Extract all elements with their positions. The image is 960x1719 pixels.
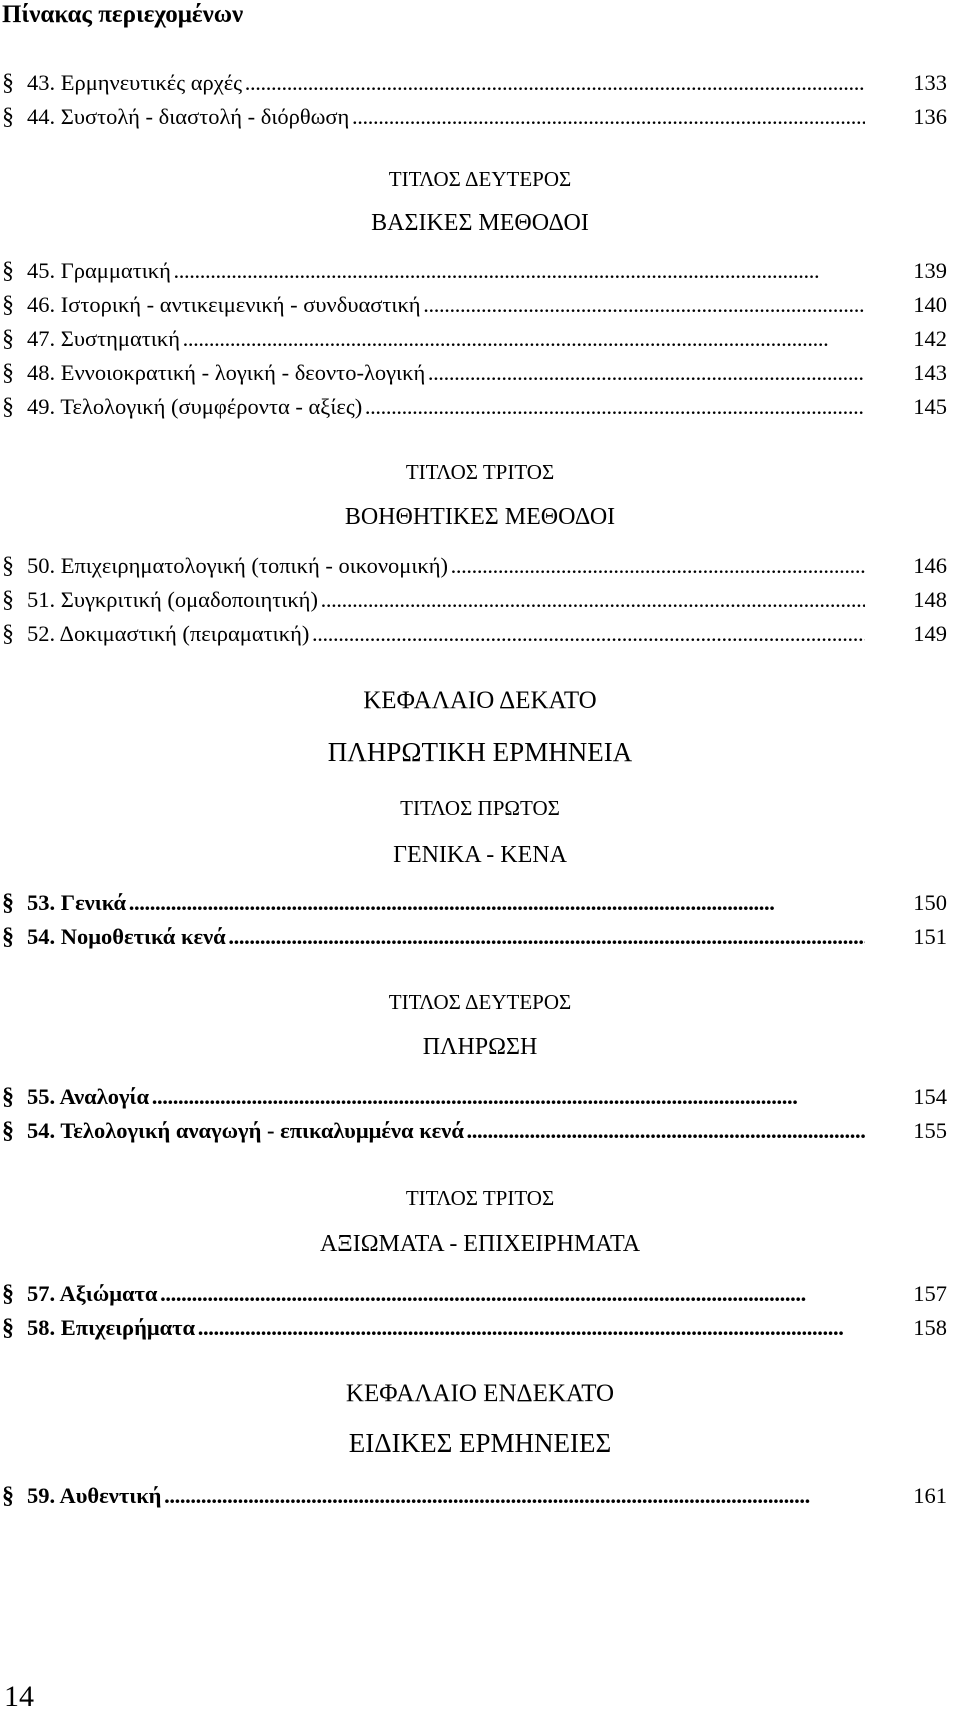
entry-page: 157 (865, 1277, 949, 1311)
part-heading: ΤΙΤΛΟΣ ΔΕΥΤΕΡΟΣ (388, 990, 572, 1014)
entry-title: 57. Αξιώματα . . . (27, 1277, 867, 1311)
section-sign: § (2, 1315, 14, 1341)
section-sign: § (2, 1084, 14, 1110)
part-subheading: ΓΕΝΙΚΑ - ΚΕΝΑ (393, 842, 567, 868)
entry-title: 54. Νομοθετικά κενά . . . (27, 920, 867, 954)
section-sign: § (2, 360, 14, 386)
toc-entry-58[interactable] (0, 1311, 960, 1345)
section-sign: § (2, 1483, 14, 1509)
entry-title: 47. Συστηματική . . . (27, 322, 867, 356)
section-sign: § (2, 1281, 14, 1307)
part-heading: ΤΙΤΛΟΣ ΔΕΥΤΕΡΟΣ (388, 167, 572, 191)
entry-page: 133 (865, 66, 949, 100)
toc-entry-57[interactable] (0, 1277, 960, 1311)
toc-entry-52[interactable] (0, 617, 960, 651)
part-subheading: ΠΛΗΡΩΣΗ (422, 1034, 538, 1060)
entry-page: 161 (865, 1479, 949, 1513)
entry-title: 52. Δοκιμαστική (πειραματική) . . . (27, 617, 867, 651)
section-sign: § (2, 394, 14, 420)
part-subheading: ΒΑΣΙΚΕΣ ΜΕΘΟΔΟΙ (371, 210, 589, 236)
entry-title: 46. Ιστορική - αντικειμενική - συνδυαστική . . . (27, 288, 867, 322)
toc-entry-44[interactable] (0, 100, 960, 134)
toc-entry-50[interactable] (0, 549, 960, 583)
entry-page: 148 (865, 583, 949, 617)
entry-page: 149 (865, 617, 949, 651)
toc-entry-47[interactable] (0, 322, 960, 356)
chapter-title: ΠΛΗΡΩΤΙΚΗ ΕΡΜΗΝΕΙΑ (327, 737, 633, 767)
entry-page: 142 (865, 322, 949, 356)
toc-entry-48[interactable] (0, 356, 960, 390)
entry-page: 154 (865, 1080, 949, 1114)
toc-entry-55[interactable] (0, 1080, 960, 1114)
section-sign: § (2, 70, 14, 96)
section-sign: § (2, 553, 14, 579)
entry-page: 136 (865, 100, 949, 134)
toc-entry-46[interactable] (0, 288, 960, 322)
part-subheading: ΒΟΗΘΗΤΙΚΕΣ ΜΕΘΟΔΟΙ (344, 504, 616, 530)
entry-title: 51. Συγκριτική (ομαδοποιητική) . . . (27, 583, 867, 617)
part-heading: ΤΙΤΛΟΣ ΤΡΙΤΟΣ (405, 1186, 555, 1210)
toc-entry-54b[interactable] (0, 1114, 960, 1148)
toc-entry-53[interactable] (0, 886, 960, 920)
toc-entry-43[interactable] (0, 66, 960, 100)
toc-entry-59[interactable] (0, 1479, 960, 1513)
entry-title: 58. Επιχειρήματα . . . (27, 1311, 867, 1345)
entry-title: 44. Συστολή - διαστολή - διόρθωση . . . (27, 100, 867, 134)
entry-page: 140 (865, 288, 949, 322)
entry-title: 55. Αναλογία . . . (27, 1080, 867, 1114)
part-heading: ΤΙΤΛΟΣ ΤΡΙΤΟΣ (405, 460, 555, 484)
entry-title: 49. Τελολογική (συμφέροντα - αξίες) . . . (27, 390, 867, 424)
entry-title: 45. Γραμματική . . . (27, 254, 867, 288)
entry-page: 145 (865, 390, 949, 424)
entry-page: 158 (865, 1311, 949, 1345)
toc-entry-45[interactable] (0, 254, 960, 288)
entry-page: 151 (865, 920, 949, 954)
section-sign: § (2, 326, 14, 352)
chapter-title: ΕΙΔΙΚΕΣ ΕΡΜΗΝΕΙΕΣ (348, 1428, 612, 1458)
section-sign: § (2, 890, 14, 916)
entry-title: 43. Ερμηνευτικές αρχές . . . (27, 66, 867, 100)
entry-page: 143 (865, 356, 949, 390)
page-number: 14 (4, 1680, 34, 1713)
entry-page: 146 (865, 549, 949, 583)
entry-page: 150 (865, 886, 949, 920)
section-sign: § (2, 292, 14, 318)
toc-entry-49[interactable] (0, 390, 960, 424)
entry-title: 59. Αυθεντική . . . (27, 1479, 867, 1513)
section-sign: § (2, 924, 14, 950)
chapter-heading: ΚΕΦΑΛΑΙΟ ΕΝΔΕΚΑΤΟ (345, 1380, 615, 1407)
section-sign: § (2, 587, 14, 613)
entry-title: 53. Γενικά . . . (27, 886, 867, 920)
entry-title: 48. Εννοιοκρατική - λογική - δεοντο-λογική . . . (27, 356, 867, 390)
entry-title: 54. Τελολογική αναγωγή - επικαλυμμένα κενά . . . (27, 1114, 867, 1148)
section-sign: § (2, 104, 14, 130)
section-sign: § (2, 621, 14, 647)
entry-page: 155 (865, 1114, 949, 1148)
chapter-heading: ΚΕΦΑΛΑΙΟ ΔΕΚΑΤΟ (363, 687, 597, 714)
entry-page: 139 (865, 254, 949, 288)
toc-entry-51[interactable] (0, 583, 960, 617)
part-subheading: ΑΞΙΩΜΑΤΑ - ΕΠΙΧΕΙΡΗΜΑΤΑ (319, 1231, 641, 1257)
part-heading: ΤΙΤΛΟΣ ΠΡΩΤΟΣ (400, 796, 560, 820)
page-header: Πίνακας περιεχομένων (2, 1, 244, 28)
entry-title: 50. Επιχειρηματολογική (τοπική - οικονομική) . . . (27, 549, 867, 583)
section-sign: § (2, 258, 14, 284)
toc-entry-54[interactable] (0, 920, 960, 954)
section-sign: § (2, 1118, 14, 1144)
